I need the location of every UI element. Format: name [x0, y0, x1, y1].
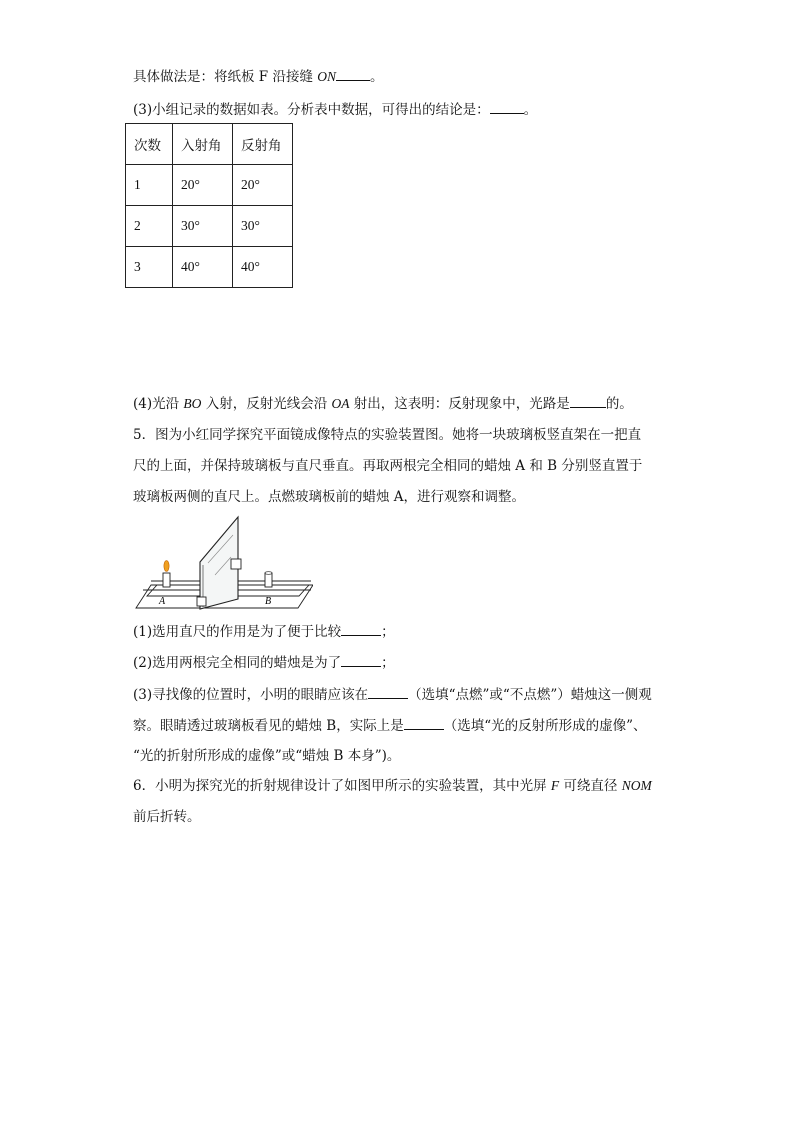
question-5-line-1: 5．图为小红同学探究平面镜成像特点的实验装置图。她将一块玻璃板竖直架在一把直 — [133, 427, 642, 443]
table-header-cell: 次数 — [126, 124, 173, 165]
question-4-end: 的。 — [605, 396, 633, 412]
question-6-line-2: 前后折转。 — [133, 809, 201, 825]
variable-oa: OA — [331, 396, 350, 411]
candle-b-top — [265, 572, 272, 575]
question-3-line — [133, 99, 537, 120]
glass-clamp — [231, 559, 241, 569]
sub-question-1-end: ； — [381, 624, 395, 640]
step-instruction-text: 具体做法是：将纸板 F 沿接缝 — [133, 69, 318, 85]
sub-question-3-text: 察。眼睛透过玻璃板看见的蜡烛 B，实际上是 — [133, 718, 404, 734]
sub-question-2-text: (2)选用两根完全相同的蜡烛是为了 — [133, 655, 342, 671]
answer-blank — [570, 393, 606, 408]
sub-question-1-line — [133, 621, 395, 642]
question-4-text: 入射，反射光线会沿 — [201, 396, 332, 412]
table-header-cell: 反射角 — [233, 124, 293, 165]
table-cell: 1 — [126, 165, 173, 206]
answer-blank — [404, 715, 444, 730]
table-cell: 40° — [173, 247, 233, 288]
label-b: B — [265, 596, 272, 607]
data-table — [125, 123, 293, 288]
table-header-row — [126, 124, 293, 165]
question-6-text: 可绕直径 — [559, 778, 622, 794]
table-header-cell: 入射角 — [173, 124, 233, 165]
answer-blank — [341, 652, 381, 667]
glass-clamp — [197, 597, 206, 606]
question-5-line-2: 尺的上面，并保持玻璃板与直尺垂直。再取两根完全相同的蜡烛 A 和 B 分别竖直置于 — [133, 458, 643, 474]
variable-f: F — [550, 778, 560, 793]
sub-question-3-line-1 — [133, 684, 652, 705]
sub-question-2-end: ； — [381, 655, 395, 671]
table-row — [126, 206, 293, 247]
answer-blank — [341, 621, 381, 636]
table-cell: 2 — [126, 206, 173, 247]
sub-question-3-text: （选填“点燃”或“不点燃”）蜡烛这一侧观 — [408, 687, 652, 703]
sub-question-3-text: (3)寻找像的位置时，小明的眼睛应该在 — [133, 687, 369, 703]
answer-blank — [336, 66, 370, 81]
question-5-line-3: 玻璃板两侧的直尺上。点燃玻璃板前的蜡烛 A，进行观察和调整。 — [133, 489, 526, 505]
sub-question-1-text: (1)选用直尺的作用是为了便于比较 — [133, 624, 342, 640]
sub-question-3-line-2 — [133, 715, 647, 736]
answer-blank — [368, 684, 408, 699]
sub-question-2-line — [133, 652, 395, 673]
question-3-text: (3)小组记录的数据如表。分析表中数据，可得出的结论是： — [133, 102, 490, 118]
variable-bo: BO — [183, 396, 202, 411]
table-row — [126, 165, 293, 206]
question-4-text: (4)光沿 — [133, 396, 184, 412]
candle-a — [163, 573, 170, 587]
table-row — [126, 247, 293, 288]
table-cell: 30° — [233, 206, 293, 247]
sub-question-3-line-3: “光的折射所形成的虚像”或“蜡烛 B 本身”)。 — [133, 748, 401, 764]
table-cell: 40° — [233, 247, 293, 288]
flame-icon — [164, 561, 169, 572]
candle-b — [265, 573, 272, 587]
variable-nom: NOM — [621, 778, 652, 793]
question-3-end: 。 — [523, 102, 538, 118]
answer-blank — [490, 99, 524, 114]
question-4-text: 射出，这表明：反射现象中，光路是 — [349, 396, 570, 412]
sub-question-3-text: （选填“光的反射所形成的虚像”、 — [443, 718, 647, 734]
question-6-text: 6．小明为探究光的折射规律设计了如图甲所示的实验装置，其中光屏 — [133, 778, 551, 794]
table-cell: 20° — [233, 165, 293, 206]
table-cell: 30° — [173, 206, 233, 247]
label-a: A — [159, 596, 166, 607]
table-cell: 3 — [126, 247, 173, 288]
step-instruction-end: 。 — [370, 69, 384, 85]
question-6-line-1 — [133, 776, 652, 796]
variable-on: ON — [317, 69, 337, 84]
step-instruction-line — [133, 66, 384, 87]
mirror-experiment-figure — [133, 515, 313, 613]
question-4-line — [133, 393, 633, 414]
table-cell: 20° — [173, 165, 233, 206]
